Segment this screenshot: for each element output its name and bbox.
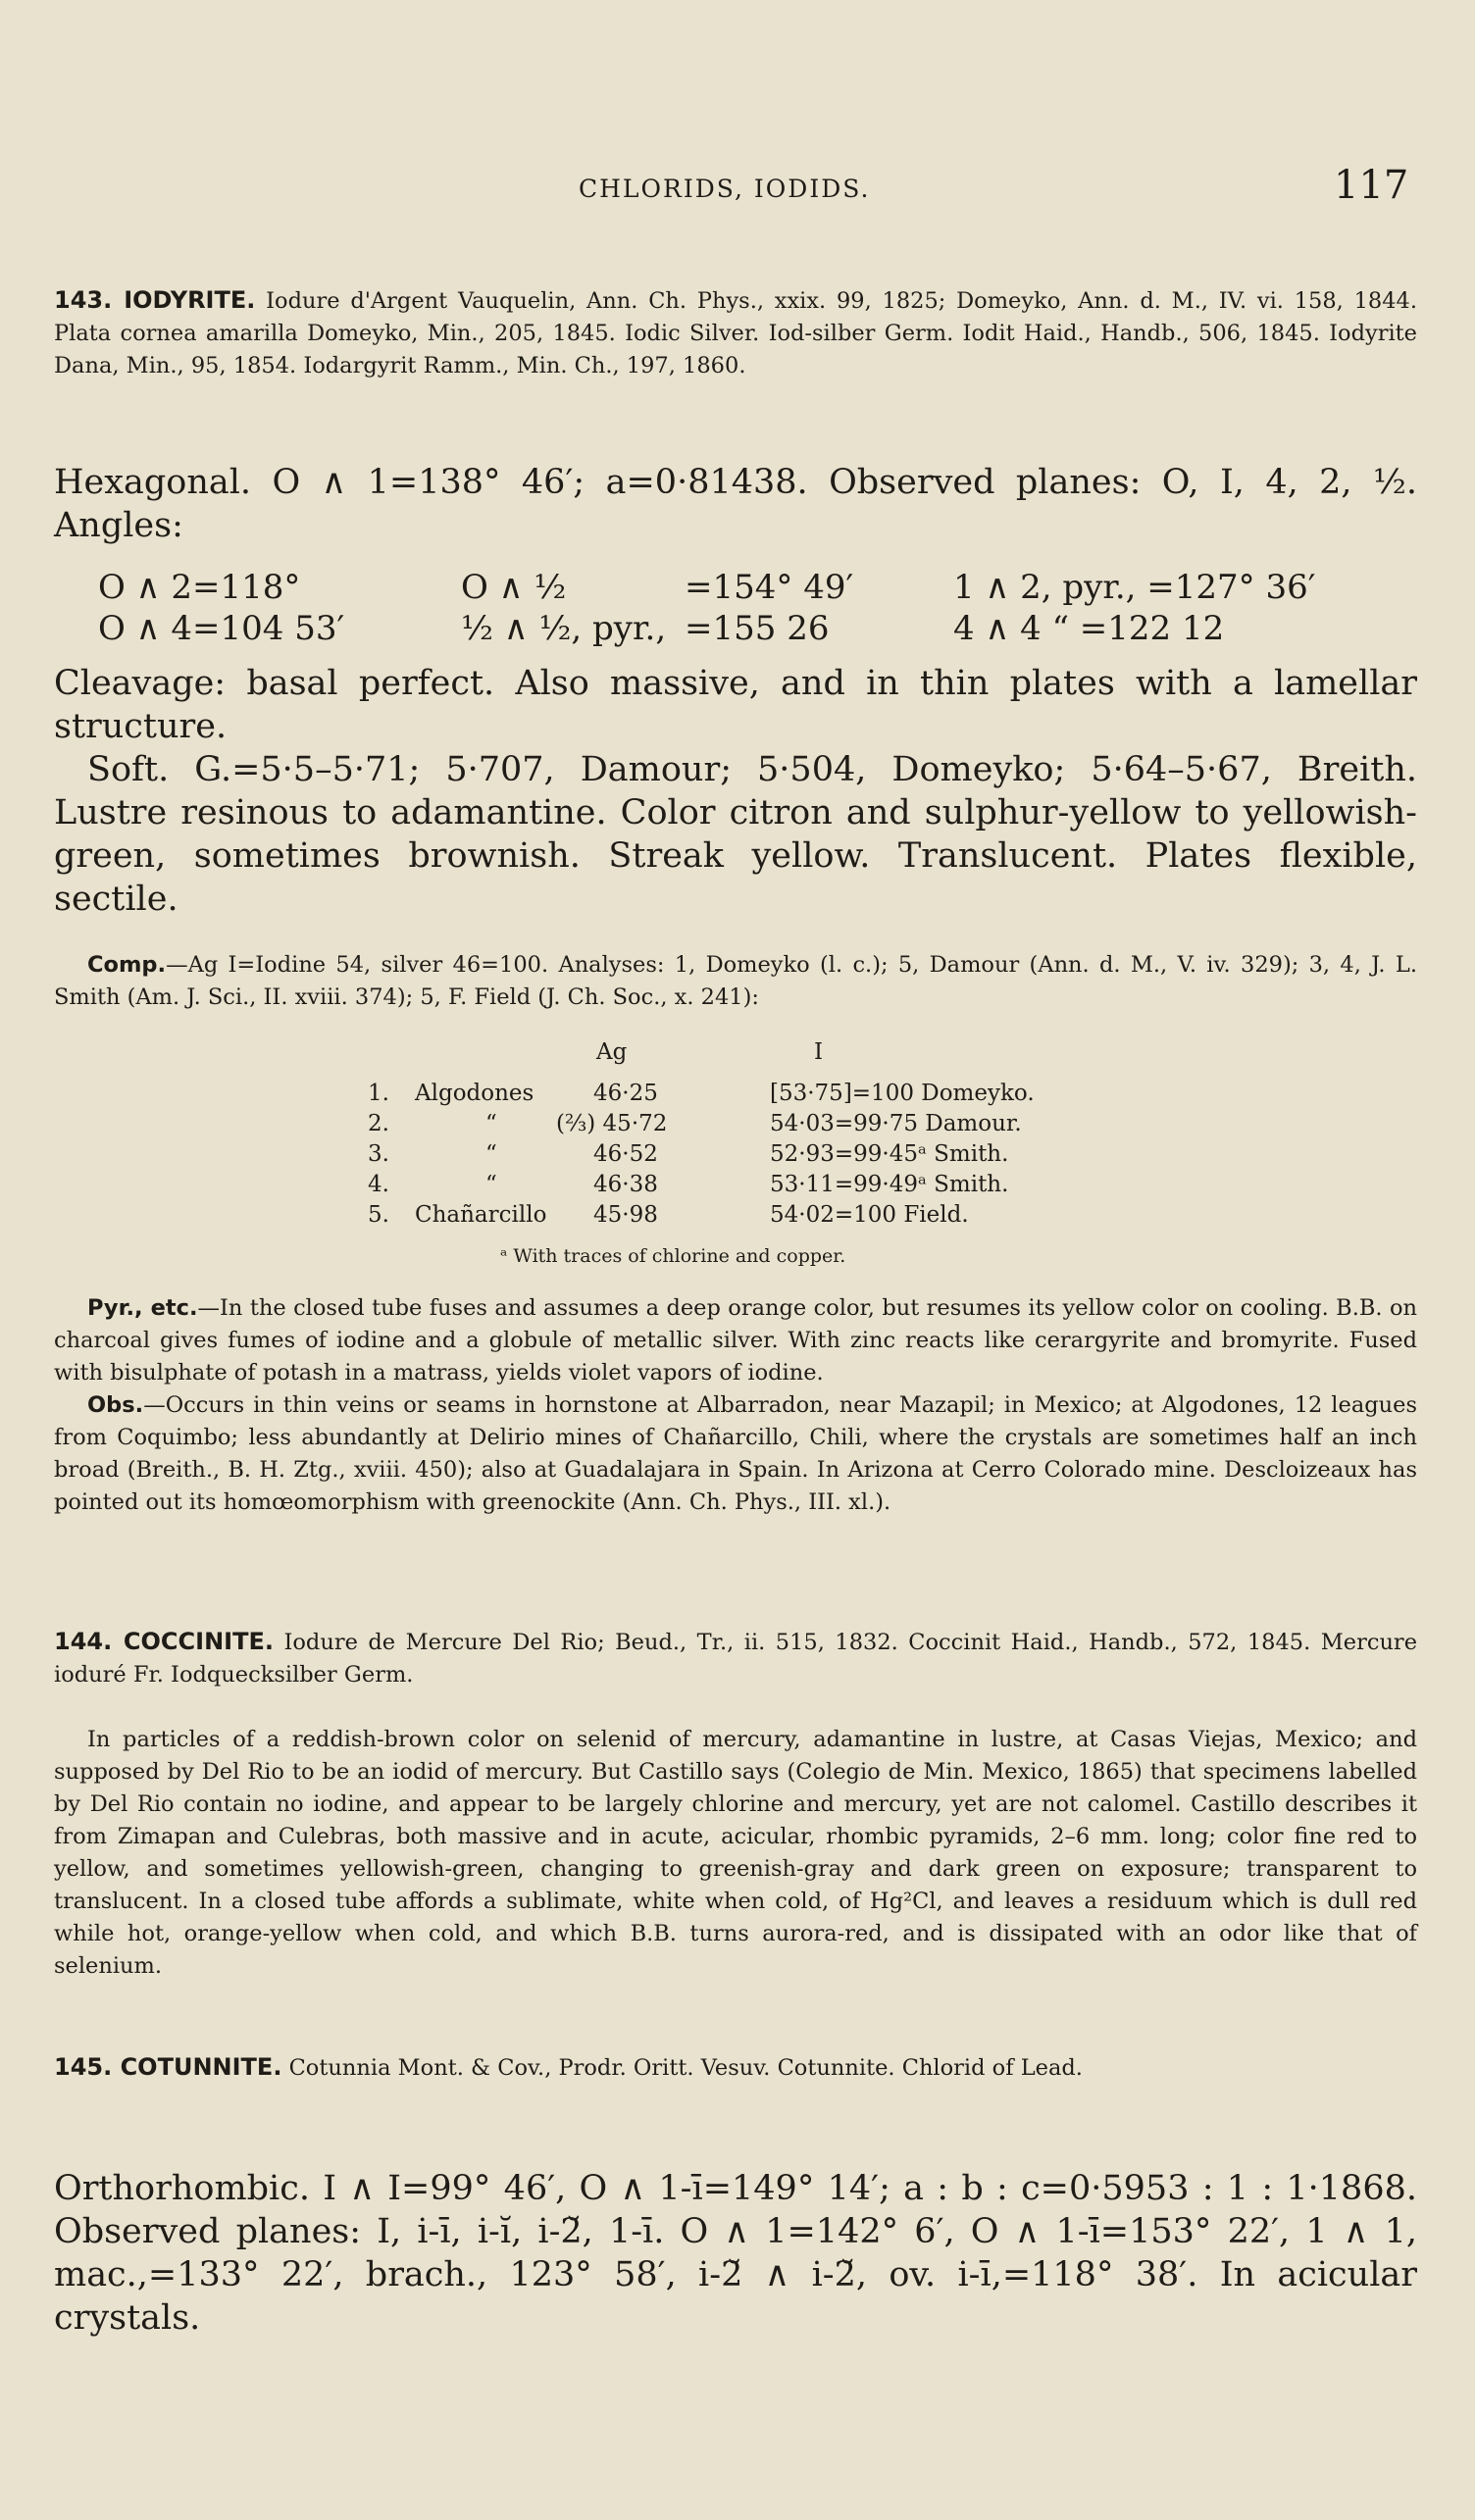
obs-label: Obs. — [87, 1392, 144, 1418]
locality: “ — [485, 1141, 497, 1167]
silver-value: 46·38 — [593, 1172, 658, 1197]
locality: “ — [485, 1172, 497, 1197]
iodine-value: 53·11=99·49ᵃ Smith. — [770, 1172, 1009, 1197]
analysis-number: 4. — [368, 1172, 389, 1197]
pyr-label: Pyr., etc. — [87, 1295, 198, 1321]
column-header-i: I — [814, 1039, 824, 1065]
silver-value: (⅔) 45·72 — [556, 1111, 668, 1136]
cotunnite-heading: 145. COTUNNITE. — [54, 2053, 282, 2081]
angle-cell: =154° 49′ — [685, 568, 854, 607]
analysis-number: 5. — [368, 1202, 389, 1228]
iodyrite-pyrognostics — [54, 1292, 1417, 1519]
silver-value: 45·98 — [593, 1202, 658, 1228]
iodine-value: [53·75]=100 Domeyko. — [770, 1081, 1035, 1106]
locality: Chañarcillo — [415, 1202, 547, 1228]
table-row — [368, 1202, 1152, 1233]
comp-label: Comp. — [87, 952, 167, 978]
iodine-value: 52·93=99·45ᵃ Smith. — [770, 1141, 1009, 1167]
silver-value: 46·25 — [593, 1081, 658, 1106]
iodyrite-synonymy: Iodure d'Argent Vauquelin, Ann. Ch. Phys., xxix. 99, 1825; Domeyko, Ann. d. M., IV. vi. 158, 1844. Plata cornea amarilla Domeyko, Min., 205, 1845. Iodic Silver. Iod-silber Germ. Iodit Haid., Handb., 506, 1845. Iodyrite Dana, Min., 95, 1854. Iodargyrit Ramm., Min. Ch., 197, 1860. — [54, 288, 1418, 378]
table-row — [368, 1141, 1152, 1172]
obs-text: —Occurs in thin veins or seams in hornstone at Albarradon, near Mazapil; in Mexico; at Algodones, 12 leagues from Coquimbo; less abundantly at Delirio mines of Chañarcillo, Chili, where the crystals are sometimes half an inch broad (Breith., B. H. Ztg., xviii. 450); also at Guadalajara in Spain. In Arizona at Cerro Colorado mine. Descloizeaux has pointed out its homœomorphism with greenockite (Ann. Ch. Phys., III. xl.). — [54, 1392, 1417, 1515]
angle-cell: O ∧ ½ — [461, 568, 567, 607]
cotunnite-synonymy: Cotunnia Mont. & Cov., Prodr. Oritt. Vesuv. Cotunnite. Chlorid of Lead. — [288, 2055, 1083, 2081]
column-header-ag: Ag — [596, 1039, 628, 1065]
angle-cell: 1 ∧ 2, pyr., =127° 36′ — [953, 568, 1316, 607]
coccinite-text: In particles of a reddish-brown color on selenid of mercury, adamantine in lustre, at Casas Viejas, Mexico; and supposed by Del Rio to be an iodid of mercury. But Castillo says (Colegio de Min. Mexico, 1865) that specimens labelled by Del Rio contain no iodine, and appear to be largely chlorine and mercury, yet are not calomel. Castillo describes it from Zimapan and Culebras, both massive and in acute, acicular, rhombic pyramids, 2–6 mm. long; color fine red to yellow, and sometimes yellowish-green, changing to greenish-gray and dark green on exposure; transparent to translucent. In a closed tube affords a sublimate, white when cold, of Hg²Cl, and leaves a residuum which is dull red while hot, orange-yellow when cold, and which B.B. turns aurora-red, and is dissipated with an odor like that of selenium. — [54, 1727, 1417, 1979]
iodine-value: 54·03=99·75 Damour. — [770, 1111, 1022, 1136]
iodyrite-synonymy-block — [54, 284, 1417, 382]
table-row — [368, 1081, 1152, 1111]
locality: “ — [485, 1111, 497, 1136]
coccinite-heading: 144. COCCINITE. — [54, 1628, 274, 1655]
iodyrite-properties: Soft. G.=5·5–5·71; 5·707, Damour; 5·504, Domeyko; 5·64–5·67, Breith. Lustre resinous to adamantine. Color citron and sulphur-yellow to yellowish-green, sometimes brownish. Streak yellow. Translucent. Plates flexible, sectile. — [54, 750, 1417, 919]
silver-value: 46·52 — [593, 1141, 658, 1167]
running-head: CHLORIDS, IODIDS. — [579, 175, 871, 203]
table-footnote: ᵃ With traces of chlorine and copper. — [500, 1245, 846, 1267]
angle-row — [98, 567, 1422, 608]
pyr-text: —In the closed tube fuses and assumes a deep orange color, but resumes its yellow color on cooling. B.B. on charcoal gives fumes of iodine and a globule of metallic silver. With zinc reacts like cerargyrite and bromyrite. Fused with bisulphate of potash in a matrass, yields violet vapors of iodine. — [54, 1295, 1417, 1386]
cotunnite-crystal-block — [54, 2167, 1417, 2340]
iodyrite-composition — [54, 949, 1417, 1014]
locality: Algodones — [415, 1081, 534, 1106]
cotunnite-crystal-text: Orthorhombic. I ∧ I=99° 46′, O ∧ 1-ī=149° 14′; a : b : c=0·5953 : 1 : 1·1868. Observed planes: I, i-ī, i-ĭ, i-2̆, 1-ī. O ∧ 1=142° 6′, O ∧ 1-ī=153° 22′, 1 ∧ 1, mac.,=133° 22′, brach., 123° 58′, i-2̆ ∧ i-2̆, ov. i-ī,=118° 38′. In acicular crystals. — [54, 2169, 1417, 2338]
page-header — [0, 163, 1475, 226]
table-row — [368, 1172, 1152, 1202]
iodyrite-physical-block — [54, 662, 1417, 921]
iodyrite-heading: 143. IODYRITE. — [54, 286, 256, 314]
angle-cell: 4 ∧ 4 “ =122 12 — [953, 609, 1225, 648]
analysis-number: 2. — [368, 1111, 389, 1136]
iodine-value: 54·02=100 Field. — [770, 1202, 969, 1228]
angle-cell: O ∧ 2=118° — [98, 568, 301, 607]
coccinite-synonymy: Iodure de Mercure Del Rio; Beud., Tr., ii. 515, 1832. Coccinit Haid., Handb., 572, 1845. Mercure ioduré Fr. Iodquecksilber Germ. — [54, 1630, 1418, 1688]
angle-row — [98, 608, 1422, 649]
comp-text: —Ag I=Iodine 54, silver 46=100. Analyses: 1, Domeyko (l. c.); 5, Damour (Ann. d. M., V. iv. 329); 3, 4, J. L. Smith (Am. J. Sci., II. xviii. 374); 5, F. Field (J. Ch. Soc., x. 241): — [54, 952, 1417, 1010]
cotunnite-synonymy-block — [54, 2051, 1417, 2085]
analysis-number: 1. — [368, 1081, 389, 1106]
coccinite-description — [54, 1724, 1417, 1983]
iodyrite-angles-table — [98, 567, 1422, 649]
iodyrite-crystal-block — [54, 461, 1417, 547]
table-row — [368, 1111, 1152, 1141]
page-number: 117 — [1334, 163, 1409, 208]
angle-cell: =155 26 — [685, 609, 830, 648]
iodyrite-crystal-text: Hexagonal. O ∧ 1=138° 46′; a=0·81438. Observed planes: O, I, 4, 2, ½. Angles: — [54, 463, 1417, 545]
coccinite-synonymy-block — [54, 1626, 1417, 1691]
angle-cell: O ∧ 4=104 53′ — [98, 609, 345, 648]
angle-cell: ½ ∧ ½, pyr., — [461, 609, 667, 648]
analysis-number: 3. — [368, 1141, 389, 1167]
iodyrite-cleavage: Cleavage: basal perfect. Also massive, and in thin plates with a lamellar structure. — [54, 664, 1417, 746]
